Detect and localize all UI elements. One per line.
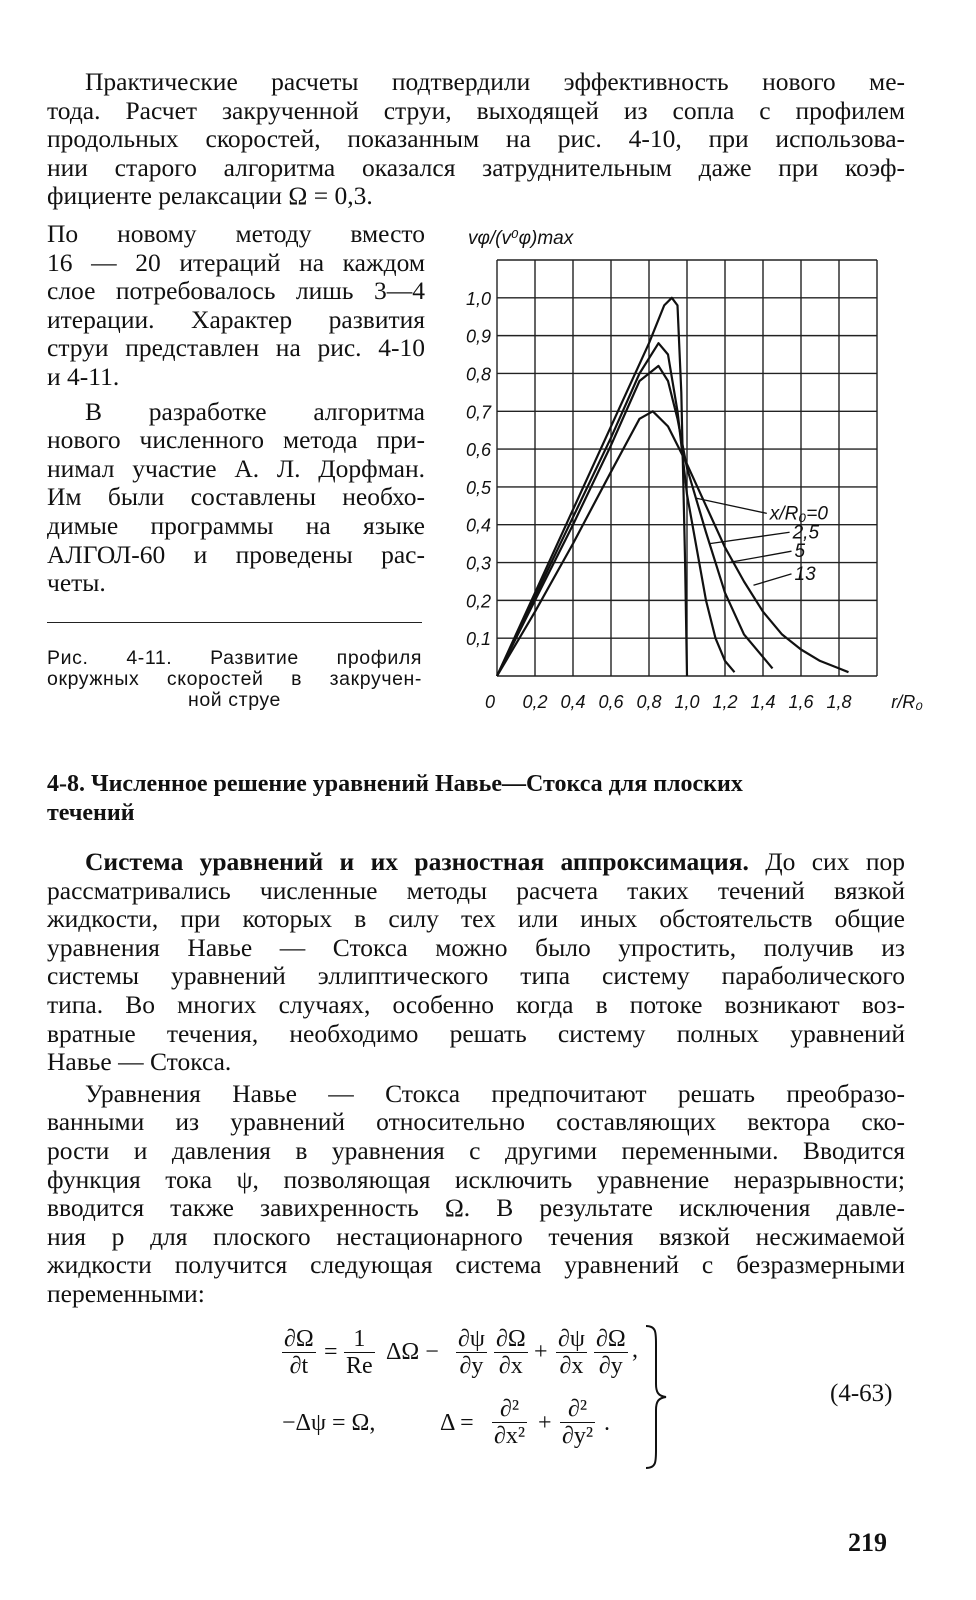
- delta-definition: Δ =: [440, 1410, 474, 1436]
- equation-number: (4-63): [830, 1380, 893, 1407]
- section-title-line: 4-8. Численное решение уравнений Навье—Стокса для плоских: [47, 771, 743, 797]
- text-line: Навье — Стокса.: [47, 1047, 232, 1077]
- fraction-dOmega-dx: [494, 1326, 528, 1379]
- right-brace: [640, 1322, 670, 1472]
- text-line: нимал участие А. Л. Дорфман.: [47, 453, 425, 483]
- figure-caption: [47, 648, 422, 711]
- numerator: ∂ψ: [558, 1326, 585, 1352]
- plus-sign: +: [534, 1339, 548, 1365]
- text-line: и 4-11.: [47, 361, 120, 391]
- series-leader-line: [729, 551, 792, 562]
- denominator: ∂y: [598, 1353, 623, 1379]
- text-line: Им были составлены необхо-: [47, 482, 425, 512]
- caption-line: окружных скоростей в закручен-: [47, 668, 422, 690]
- series-label: x/R₀=0: [769, 503, 828, 525]
- x-tick-label: 0,4: [560, 692, 586, 712]
- fraction-dOmega-dy: [594, 1326, 628, 1379]
- text-line: вводится также завихренность Ω. В результате исключения давле-: [47, 1193, 905, 1223]
- x-axis-label: r/R₀: [891, 692, 923, 712]
- text-line: нового численного метода при-: [47, 425, 425, 455]
- text-line: четы.: [47, 568, 106, 598]
- x-tick-label: 0,8: [636, 692, 662, 712]
- x-tick-label: 1,2: [712, 692, 738, 712]
- period: .: [604, 1410, 610, 1436]
- velocity-profile-chart: [440, 222, 923, 722]
- denominator: ∂x: [559, 1353, 584, 1379]
- text-line: рости и давления в уравнения с другими переменными. Вводится: [47, 1135, 905, 1165]
- fraction-d2-dx2: [492, 1396, 527, 1449]
- plus-sign: +: [538, 1410, 552, 1436]
- y-tick-label: 0,9: [465, 326, 491, 347]
- fraction-1-Re: [344, 1326, 375, 1379]
- text-line: фициенте релаксации Ω = 0,3.: [47, 181, 373, 211]
- text-line: продольных скоростей, показанным на рис. 4-10, при использова-: [47, 124, 905, 154]
- numerator: ∂Ω: [496, 1326, 526, 1352]
- text-line: По новому методу вместо: [47, 219, 425, 248]
- text-line: функция тока ψ, позволяющая исключить уравнение неразрывности;: [47, 1164, 905, 1194]
- denominator: ∂x: [498, 1353, 523, 1379]
- denominator: ∂t: [289, 1353, 309, 1379]
- y-axis-label: vφ/(v⁰φ)max: [468, 228, 574, 249]
- section-title: [47, 770, 905, 828]
- x-tick-label: 1,6: [788, 692, 814, 712]
- text-line: нии старого алгоритма оказался затруднительным даже при коэф-: [47, 152, 905, 182]
- text-line: вратные течения, необходимо решать систему полных уравнений: [47, 1018, 905, 1048]
- caption-divider: [47, 622, 422, 623]
- text-line: В разработке алгоритма: [85, 396, 425, 426]
- series-curve: [497, 366, 773, 676]
- equals-sign: =: [324, 1339, 338, 1365]
- y-tick-label: 0,5: [465, 477, 491, 498]
- text-line: типа. Во многих случаях, особенно когда в потоке возникают воз-: [47, 989, 905, 1019]
- series-label: 5: [794, 541, 806, 563]
- intro-paragraph: [47, 68, 905, 211]
- numerator: ∂ψ: [458, 1326, 485, 1352]
- x-tick-label: 1,8: [826, 692, 852, 712]
- numerator: ∂Ω: [284, 1326, 314, 1352]
- vorticity-relation: −Δψ = Ω,: [282, 1410, 376, 1436]
- y-tick-label: 0,4: [465, 515, 491, 536]
- y-tick-label: 0,6: [465, 440, 491, 461]
- caption-line: Рис. 4-11. Развитие профиля: [47, 647, 422, 669]
- text-line: рассматривались численные методы расчета таких течений вязкой: [47, 875, 905, 905]
- text-line: ванными из уравнений относительно составляющих вектора ско-: [47, 1107, 905, 1137]
- text-line: АЛГОЛ-60 и проведены рас-: [47, 539, 425, 569]
- numerator: ∂Ω: [596, 1326, 626, 1352]
- numerator: ∂²: [492, 1396, 527, 1423]
- paragraph-heading: Система уравнений и их разностная аппроксимация.: [85, 847, 749, 876]
- text-line: жидкости получится следующая система уравнений с безразмерными: [47, 1250, 905, 1280]
- series-label: 13: [794, 563, 816, 585]
- text-line: Практические расчеты подтвердили эффективность нового ме-: [85, 67, 905, 96]
- page-number: 219: [848, 1528, 887, 1557]
- y-tick-label: 1,0: [465, 288, 491, 309]
- fraction-dpsi-dy: [456, 1326, 487, 1379]
- x-tick-label: 1,4: [750, 692, 776, 712]
- x-tick-label: 0,6: [598, 692, 624, 712]
- x-tick-label: 1,0: [674, 692, 700, 712]
- laplacian-term: ΔΩ −: [386, 1339, 439, 1365]
- left-column-text: [47, 220, 425, 598]
- y-tick-label: 0,3: [465, 553, 491, 574]
- fraction-d2-dy2: [560, 1396, 595, 1449]
- text-line: системы уравнений эллиптического типа систему параболического: [47, 961, 905, 991]
- caption-line: ной струе: [187, 689, 281, 711]
- y-tick-label: 0,1: [465, 629, 491, 650]
- denominator: ∂y: [459, 1353, 484, 1379]
- y-tick-label: 0,2: [465, 591, 491, 612]
- body-first-line: [47, 848, 905, 877]
- text-line: тода. Расчет закрученной струи, выходящей из сопла с профилем: [47, 95, 905, 125]
- series-label: 2,5: [792, 522, 820, 544]
- numerator: ∂²: [560, 1396, 595, 1423]
- text-line: итерации. Характер развития: [47, 304, 425, 334]
- denominator: Re: [346, 1353, 373, 1379]
- text-line: слое потребовалось лишь 3—4: [47, 276, 425, 306]
- x-tick-label: 0: [484, 692, 495, 712]
- series-leader-line: [754, 574, 792, 585]
- fraction-dpsi-dx: [556, 1326, 587, 1379]
- text-line: Уравнения Навье — Стокса предпочитают решать преобразо-: [85, 1078, 905, 1108]
- text-line: жидкости, при которых в силу тех или иных обстоятельств общие: [47, 904, 905, 934]
- numerator: 1: [344, 1326, 375, 1353]
- denominator: ∂x²: [494, 1423, 526, 1449]
- y-tick-label: 0,7: [465, 402, 491, 423]
- denominator: ∂y²: [562, 1423, 594, 1449]
- y-tick-label: 0,8: [465, 364, 491, 385]
- text-line: 16 — 20 итераций на каждом: [47, 247, 425, 277]
- text-line: струи представлен на рис. 4-10: [47, 333, 425, 363]
- section-title-line: течений: [47, 800, 135, 826]
- text-line: ния p для плоского нестационарного течения вязкой несжимаемой: [47, 1221, 905, 1251]
- text-line: переменными:: [47, 1278, 205, 1308]
- comma: ,: [632, 1337, 638, 1363]
- x-tick-label: 0,2: [522, 692, 548, 712]
- text-line: уравнения Навье — Стокса можно было упростить, получив из: [47, 932, 905, 962]
- body-text: [47, 848, 905, 1309]
- body-first-line-rest: До сих пор: [748, 847, 905, 876]
- fraction-dOmega-dt: [282, 1326, 316, 1379]
- text-line: димые программы на языке: [47, 510, 425, 540]
